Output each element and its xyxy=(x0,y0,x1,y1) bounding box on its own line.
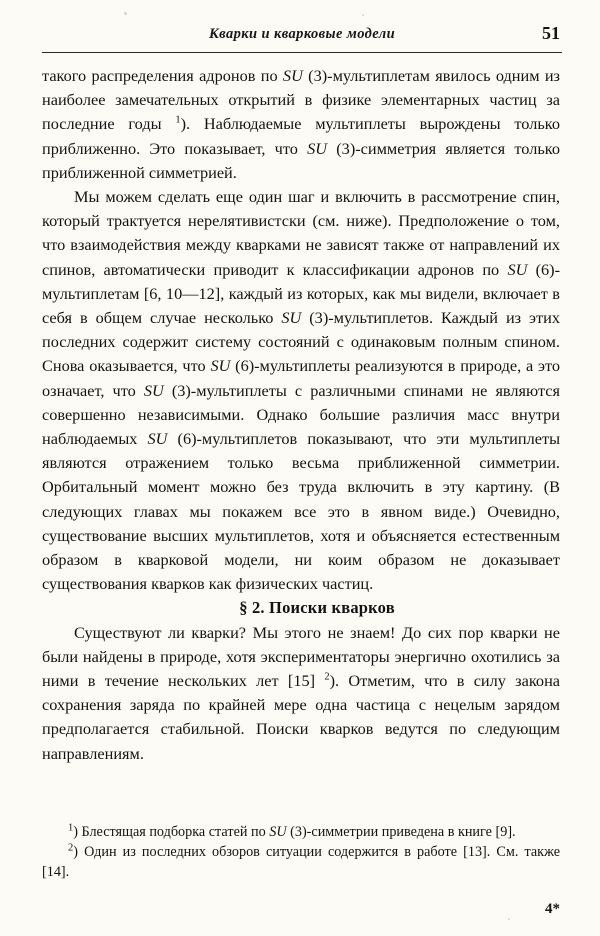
page-number: 51 xyxy=(542,23,560,43)
running-title: Кварки и кварковые модели xyxy=(208,26,396,42)
footnotes xyxy=(42,822,560,882)
scan-speck xyxy=(508,918,510,920)
header-rule xyxy=(42,52,562,53)
page-header xyxy=(44,23,560,48)
scan-speck xyxy=(362,14,364,16)
signature-mark: 4* xyxy=(545,901,560,917)
paragraph-1: такого распределения адронов по SU (3)-мультиплетам явилось одним из наиболее замечательных открытий в физике элементарных частиц за последние годы $^1$). Наблюдаемые мультиплеты вырождены только приближенно. Это показывает, что SU (3)-симметрия является только приближенной симметрией. xyxy=(42,66,560,182)
section-heading: § 2. Поиски кварков xyxy=(239,598,395,618)
body-text xyxy=(42,64,560,766)
paragraph-3: Существуют ли кварки? Мы этого не знаем! До сих пор кварки не были найдены в природе, хотя экспериментаторы энергично охотились за ними в течение нескольких лет [15] $^2$). Отметим, что в силу закона сохранения заряда по крайней мере одна частица с нецелым зарядом предполагается стабильной. Поиски кварков ведутся по следующим направлениям. xyxy=(42,622,561,763)
paragraph-2: Мы можем сделать еще один шаг и включить в рассмотрение спин, который трактуется нерелятивистски (см. ниже). Предположение о том, что взаимодействия между кварками не зависят также от направлений их спинов, автоматически приводит к классификации адронов по SU (6)-мультиплетам [6, 10—12], каждый из которых, как мы видели, включает в себя в общем случае несколько SU (3)-мультиплетов. Каждый из этих последних содержит систему состояний с одинаковым полным спином. Снова оказывается, что SU (6)-мультиплеты реализуются в природе, а это означает, что SU (3)-мультиплеты с различными спинами не являются совершенно независимыми. Однако большие различия масс внутри наблюдаемых SU (6)-мультиплетов показывают, что эти мультиплеты являются отражением только весьма приближенной симметрии. Орбитальный момент можно без труда включить в эту картину. (В следующих главах мы покажем все это в явном виде.) Очевидно, существование высших мультиплетов, хотя и объясняется естественным образом в кварковой модели, ни коим образом не доказывает существования кварков как физических частиц. xyxy=(42,187,561,594)
footnote-1: $^1$) Блестящая подборка статей по SU (3)-симметрии приведена в книге [9]. xyxy=(68,822,516,840)
scan-speck xyxy=(124,12,127,15)
footnote-2: $^2$) Один из последних обзоров ситуации содержится в работе [13]. См. также [14]. xyxy=(42,842,560,880)
